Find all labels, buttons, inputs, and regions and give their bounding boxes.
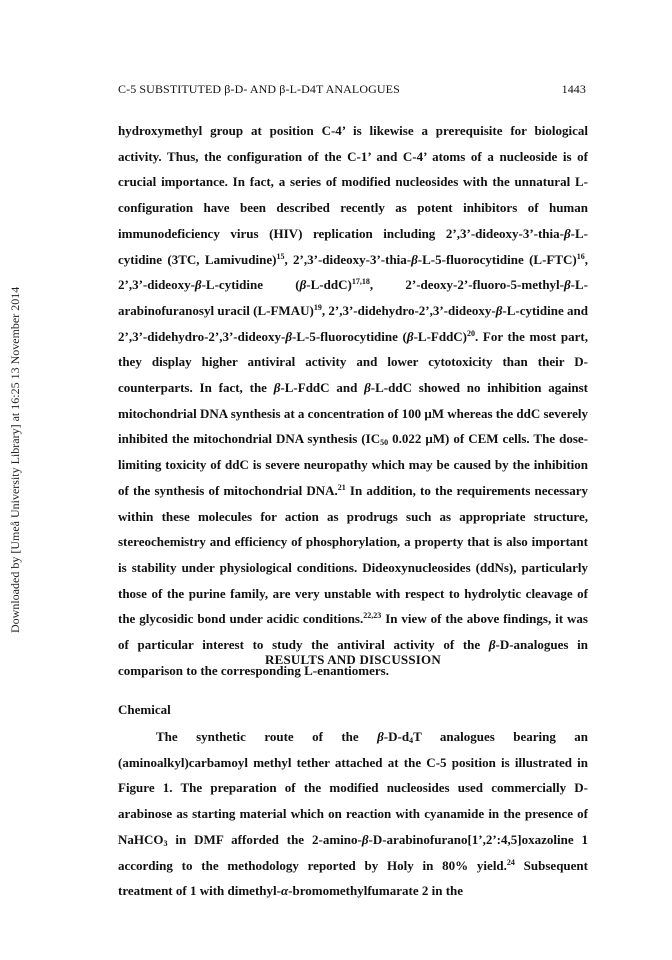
compound-number: 1 xyxy=(581,831,588,847)
reference-superscript: 22,23 xyxy=(363,611,382,621)
compound-number: 1 xyxy=(189,883,197,899)
greek-letter: β xyxy=(406,328,414,344)
greek-letter: β xyxy=(563,277,571,293)
greek-letter: β xyxy=(377,729,384,744)
greek-letter: β xyxy=(495,302,503,318)
greek-letter: β xyxy=(273,380,281,396)
greek-letter: β xyxy=(194,277,202,293)
subscript: 3 xyxy=(163,838,168,848)
reference-superscript: 24 xyxy=(506,857,515,867)
greek-letter: β xyxy=(411,251,418,267)
body-paragraph-1: hydroxymethyl group at position C-4’ is likewise a prerequisite for biological activity. Thus, the configuration of the C-1’ and C-4’ atoms of a nucleoside is of crucial importance. In fact, a series of modified nucleosides with the unnatural L-configuration have been described recently as potent inhibitors of human immunodeficiency virus (HIV) replication including 2’,3’-dideoxy-3’-thia-β-L-cytidine (3TC, Lamivudine)$^{15}$, 2’,3’-dideoxy-3’-thia-β-L-5-fluorocytidine $(L-FTC)^{16}$, 2’,3’-dideoxy-β-L-cytidine $(\beta-L-ddC)^{17,18}$, 2’-deoxy-2’-fluoro-5-methyl-β-L-arabinofuranosyl uracil (L-FMAU)$^{19}$, 2’,3’-didehydro-2’,3’-dideoxy-β-L-cytidine and 2’,3’-didehydro-2’,3’-dideoxy-β-L-5-fluorocytidine (β-L-FddC)$^{20}$. For the most part, they display higher antiviral activity and lower cytotoxicity than their D-counterparts. In fact, the β-L-FddC and β-L-ddC showed no inhibition against mitochondrial DNA synthesis at a concentration of 100 μM whereas the ddC severely inhibited the mitochondrial DNA synthesis ($IC_{50}$ 0.022 μM) of CEM cells. The dose-limiting toxicity of ddC is severe neuropathy which may be caused by the inhibition of the synthesis of mitochondrial DNA.$^{21}$ In addition, to the requirements necessary within these molecules for action as prodrugs such as appropriate structure, stereochemistry and efficiency of phosphorylation, a property that is also important is stability under physiological conditions. Dideoxynucleosides (ddNs), particularly those of the purine family, are very unstable with respect to hydrolytic cleavage of the glycosidic bond under acidic conditions.$^{22,23}$ In view of the above findings, it was of particular interest to study the antiviral activity of the β-D-analogues in comparison to the corresponding L-enantiomers. xyxy=(118,123,589,678)
subscript: 50 xyxy=(380,438,389,448)
greek-letter: β xyxy=(361,831,369,847)
page-number: 1443 xyxy=(561,82,586,96)
greek-letter: β xyxy=(299,277,307,293)
greek-letter: β xyxy=(563,225,571,241)
download-watermark: Downloaded by [Umeå University Library] at 16:25 13 November 2014 xyxy=(8,286,22,634)
greek-letter: α xyxy=(280,883,289,899)
reference-superscript: 17,18 xyxy=(351,277,370,287)
reference-superscript: 16 xyxy=(576,251,585,261)
subheading-chemical: Chemical xyxy=(118,702,171,717)
reference-superscript: 20 xyxy=(467,328,476,338)
greek-letter: β xyxy=(285,328,292,344)
subscript: 4 xyxy=(409,736,414,745)
reference-superscript: 19 xyxy=(313,302,322,312)
greek-letter: β xyxy=(488,637,496,653)
body-paragraph-2: The synthetic route of the $\beta-D-d_4T$ analogues bearing an (aminoalkyl)carbamoyl methyl tether attached at the C-5 position is illustrated in Figure 1. The preparation of the modified nucleosides used commercially D-arabinose as starting material which on reaction with cyanamide in the presence of NaHCO$_3$ in DMF afforded the 2-amino-β-D-arabinofurano[1’,2’:4,5]oxazoline 1 according to the methodology reported by Holy in 80% yield.$^{24}$ Subsequent treatment of 1 with dimethyl-α-bromomethylfumarate 2 in the xyxy=(118,729,588,899)
reference-superscript: 15 xyxy=(276,251,285,261)
reference-superscript: 21 xyxy=(337,482,346,492)
section-heading: RESULTS AND DISCUSSION xyxy=(265,652,441,667)
compound-number: 2 xyxy=(421,883,429,899)
running-head xyxy=(118,82,586,100)
running-head-title: C-5 SUBSTITUTED β-D- AND β-L-D4T ANALOGUES xyxy=(118,82,400,96)
greek-letter: β xyxy=(364,380,371,396)
